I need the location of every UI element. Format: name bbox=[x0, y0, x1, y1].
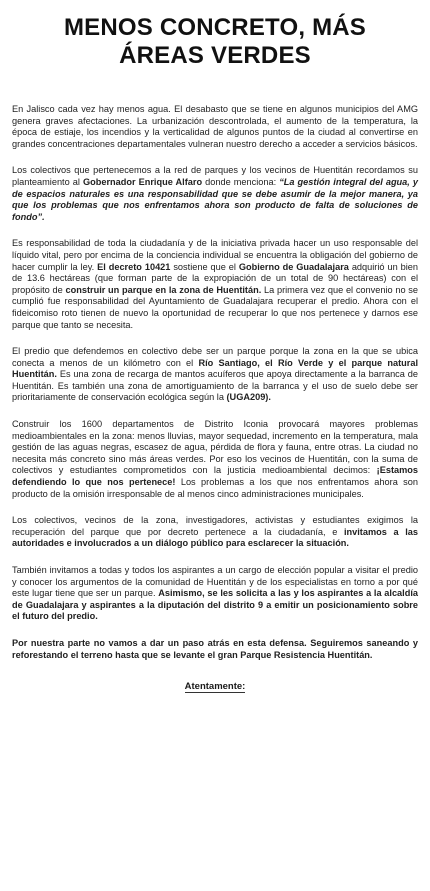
paragraph-6-text-1: Los colectivos, vecinos de la zona, investigadores, activistas y estudiantes exigimos la recuperación del parque que por decreto pertenece a la ciudadanía, e bbox=[12, 515, 418, 537]
paragraph-2-bold-governor: Gobernador Enrique Alfaro bbox=[82, 176, 203, 187]
paragraph-3 bbox=[12, 238, 418, 331]
paragraph-7-text-1: También invitamos a todas y todos los aspirantes a un cargo de elección popular a visitar el predio y conocer los argumentos de la comunidad de Huentitán y de los especialistas en torno a por qué este lugar tiene que ser un parque. bbox=[12, 565, 418, 599]
paragraph-8 bbox=[12, 638, 418, 661]
paragraph-2-quote: “La gestión integral del agua, y de espacios naturales es una responsabilidad que se debe asumir de la mejor manera, ya que los problemas que nos enfrentamos ahora son producto de falta de soluciones de fondo”. bbox=[12, 176, 418, 222]
paragraph-5 bbox=[12, 419, 418, 500]
paragraph-5-text-1: Construir los 1600 departamentos de Distrito Iconia provocará mayores problemas medioambientales en la zona: menos lluvias, mayor sequedad, incremento en la temperatura, mala gestión de las aguas negras, escasez de agua, pérdida de flora y fauna, entre otras. La ciudad no necesita más concreto sino más áreas verdes. Por eso los vecinos de Huentitán, con la suma de colectivos y estudiantes comprometidos con la justicia medioambiental decimos: bbox=[12, 419, 418, 476]
paragraph-3-text-3: adquirió un bien de 13.6 hectáreas (que forman parte de la expropiación de un total de 90 hectáreas) con el propósito de bbox=[12, 261, 418, 295]
paragraph-5-bold-slogan: ¡Estamos defendiendo lo que nos pertenece! bbox=[12, 465, 418, 488]
paragraph-7 bbox=[12, 565, 418, 623]
closing-signoff: Atentamente: bbox=[184, 681, 246, 693]
paragraph-4-bold-uga: (UGA209). bbox=[226, 392, 271, 403]
paragraph-6-bold-invitation: invitamos a las autoridades e involucrados a un diálogo público para esclarecer la situación. bbox=[12, 526, 419, 549]
paragraph-4-text-1: El predio que defendemos en colectivo debe ser un parque porque la zona en la que se ubica conecta a menos de un kilómetro con el bbox=[12, 346, 418, 368]
paragraph-3-bold-park: construir un parque en la zona de Huentitán. bbox=[65, 284, 262, 295]
paragraph-4-bold-rivers: Río Santiago, el Río Verde y el parque natural Huentitán. bbox=[12, 357, 418, 380]
paragraph-5-text-2: Los problemas a los que nos enfrentamos ahora son producto de la omisión irresponsable de al menos cinco administraciones municipales. bbox=[12, 477, 418, 499]
paragraph-1: En Jalisco cada vez hay menos agua. El desabasto que se tiene en algunos municipios del AMG genera graves afectaciones. La urbanización descontrolada, el aumento de la temperatura, la época de estiaje, los incendios y la verticalidad de algunos puntos de la ciudad al convertirse en grandes concentraciones departamentales vulneran nuestro derecho a acceder a servicios básicos. bbox=[12, 104, 418, 149]
paragraph-3-text-1: Es responsabilidad de toda la ciudadanía y de la iniciativa privada hacer un uso responsable del líquido vital, pero por encima de la conciencia individual se encuentra la obligación del gobierno de hacer cumplir la ley. bbox=[12, 238, 418, 272]
paragraph-2 bbox=[12, 165, 418, 223]
paragraph-4 bbox=[12, 346, 418, 404]
paragraph-3-bold-government: Gobierno de Guadalajara bbox=[238, 261, 349, 272]
title-line-2: ÁREAS VERDES bbox=[119, 42, 311, 69]
closing-block bbox=[12, 676, 418, 694]
paragraph-2-text-2: donde menciona: bbox=[202, 176, 280, 187]
paragraph-6 bbox=[12, 515, 418, 550]
paragraph-3-text-2: sostiene que el bbox=[170, 261, 239, 272]
document-title bbox=[12, 14, 418, 70]
paragraph-7-bold-request: Asimismo, se les solicita a las y los aspirantes a la alcaldía de Guadalajara y aspirantes a la diputación del distrito 9 a emitir un posicionamiento sobre el futuro del predio. bbox=[12, 588, 418, 622]
paragraph-4-text-2: Es una zona de recarga de mantos acuíferos que apoya directamente a la barranca de Huentitán. Es también una zona de amortiguamiento de la barranca y el uso de suelo debe ser prioritariamente de conservación ecológica según la bbox=[12, 369, 418, 403]
paragraph-3-bold-decree: El decreto 10421 bbox=[97, 261, 171, 272]
paragraph-3-text-4: La primera vez que el convenio no se cumplió fue responsabilidad del Ayuntamiento de Guadalajara recuperar el predio. Ahora con el fideicomiso roto tienen de nuevo la oportunidad de recuperar lo que nos pertenece y darnos ese parque que tanto se necesita. bbox=[12, 284, 419, 330]
paragraph-2-text-1: Los colectivos que pertenecemos a la red de parques y los vecinos de Huentitán recordamos su planteamiento al bbox=[12, 165, 418, 187]
paragraph-8-bold: Por nuestra parte no vamos a dar un paso atrás en esta defensa. Seguiremos saneando y reforestando el terreno hasta que se levante el gran Parque Resistencia Huentitán. bbox=[12, 637, 418, 660]
title-line-1: MENOS CONCRETO, MÁS bbox=[63, 14, 367, 41]
